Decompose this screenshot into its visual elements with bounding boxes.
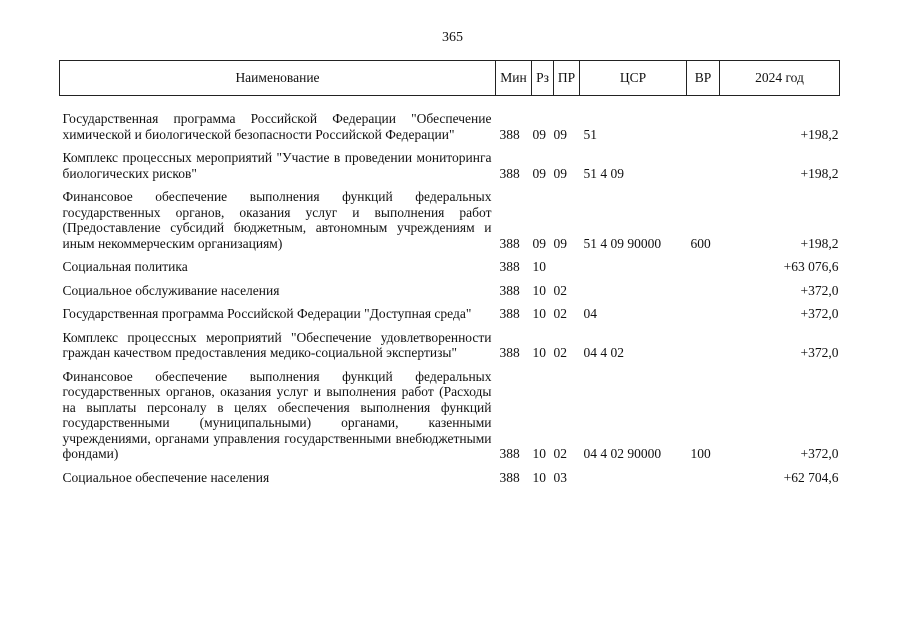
row-year: +62 704,6 [783,469,839,485]
row-vr [687,103,720,142]
row-min: 388 [499,306,520,321]
row-name: Социальное обеспечение населения [62,469,270,485]
row-rz: 10 [532,282,546,298]
row-year: +372,0 [800,306,839,321]
row-csr [580,251,687,275]
row-vr: 100 [690,446,711,461]
table-row [60,298,840,322]
row-name: Социальная политика [62,259,188,274]
row-year: +198,2 [800,126,839,142]
header-year: 2024 год [720,61,840,96]
row-min: 388 [499,469,520,485]
row-csr: 51 4 09 [583,165,624,181]
table-row [60,251,840,275]
header-name: Наименование [60,61,496,96]
row-rz: 09 [532,126,546,142]
table-row [60,322,840,361]
row-vr [687,251,720,275]
table-header [60,61,840,96]
row-rz: 09 [532,165,546,181]
row-csr: 51 [583,126,597,142]
row-pr: 02 [553,282,567,298]
table-row [60,181,840,251]
row-csr [580,462,687,486]
row-vr [687,298,720,322]
row-csr: 51 4 09 90000 [583,235,662,251]
header-csr: ЦСР [580,61,687,96]
row-csr [580,275,687,299]
row-csr: 04 4 02 90000 [583,446,662,461]
row-name: Финансовое обеспечение выполнения функций федеральных государственных органов, оказания услуг и выполнения работ (Предоставление субсидий бюджетным, автономным учреждениям и иным некоммерческим организациям) [62,189,492,251]
row-min: 388 [499,126,520,142]
table-row [60,142,840,181]
table-row [60,275,840,299]
row-min: 388 [499,165,520,181]
header-min: Мин [496,61,532,96]
row-pr [554,251,580,275]
row-pr: 02 [553,345,567,360]
row-name: Финансовое обеспечение выполнения функций федеральных государственных органов, оказания услуг и выполнения работ (Расходы на выплаты персоналу в целях обеспечения выполнения функций государственными (муниципальными) органами, казенными учреждениями, органами управления государственными внебюджетными фондами) [62,368,492,461]
row-name: Государственная программа Российской Федерации "Доступная среда" [62,306,472,321]
row-rz: 10 [532,259,546,274]
table-row [60,103,840,142]
row-csr: 04 [583,306,597,321]
row-vr [687,142,720,181]
row-csr: 04 4 02 [583,345,624,360]
row-pr: 02 [553,306,567,321]
row-min: 388 [499,259,520,274]
budget-table [59,60,840,485]
row-name: Государственная программа Российской Федерации "Обеспечение химической и биологической безопасности Российской Федерации" [62,111,492,142]
row-year: +63 076,6 [783,259,839,274]
row-min: 388 [499,282,520,298]
row-rz: 10 [532,446,546,461]
header-pr: ПР [554,61,580,96]
row-pr: 09 [553,235,567,251]
row-vr [687,462,720,486]
row-year: +372,0 [800,345,839,360]
header-rz: Рз [532,61,554,96]
row-rz: 10 [532,345,546,360]
row-pr: 09 [553,126,567,142]
row-year: +372,0 [800,282,839,298]
row-name: Комплекс процессных мероприятий "Обеспечение удовлетворенности граждан качеством предоставления медико-социальной экспертизы" [62,329,492,360]
row-name: Комплекс процессных мероприятий "Участие в проведении мониторинга биологических рисков" [62,150,492,181]
row-pr: 09 [553,165,567,181]
row-rz: 09 [532,235,546,251]
table-row [60,462,840,486]
row-min: 388 [499,235,520,251]
row-vr: 600 [690,235,711,251]
row-year: +198,2 [800,165,839,181]
row-rz: 10 [532,469,546,485]
row-vr [687,322,720,361]
header-vr: ВР [687,61,720,96]
table-body [60,96,840,486]
page-number: 365 [442,30,463,45]
row-pr: 03 [553,469,567,485]
row-rz: 10 [532,306,546,321]
row-pr: 02 [553,446,567,461]
row-vr [687,275,720,299]
row-name: Социальное обслуживание населения [62,282,280,298]
row-year: +372,0 [800,446,839,461]
row-min: 388 [499,345,520,360]
row-year: +198,2 [800,235,839,251]
row-min: 388 [499,446,520,461]
table-row [60,361,840,462]
